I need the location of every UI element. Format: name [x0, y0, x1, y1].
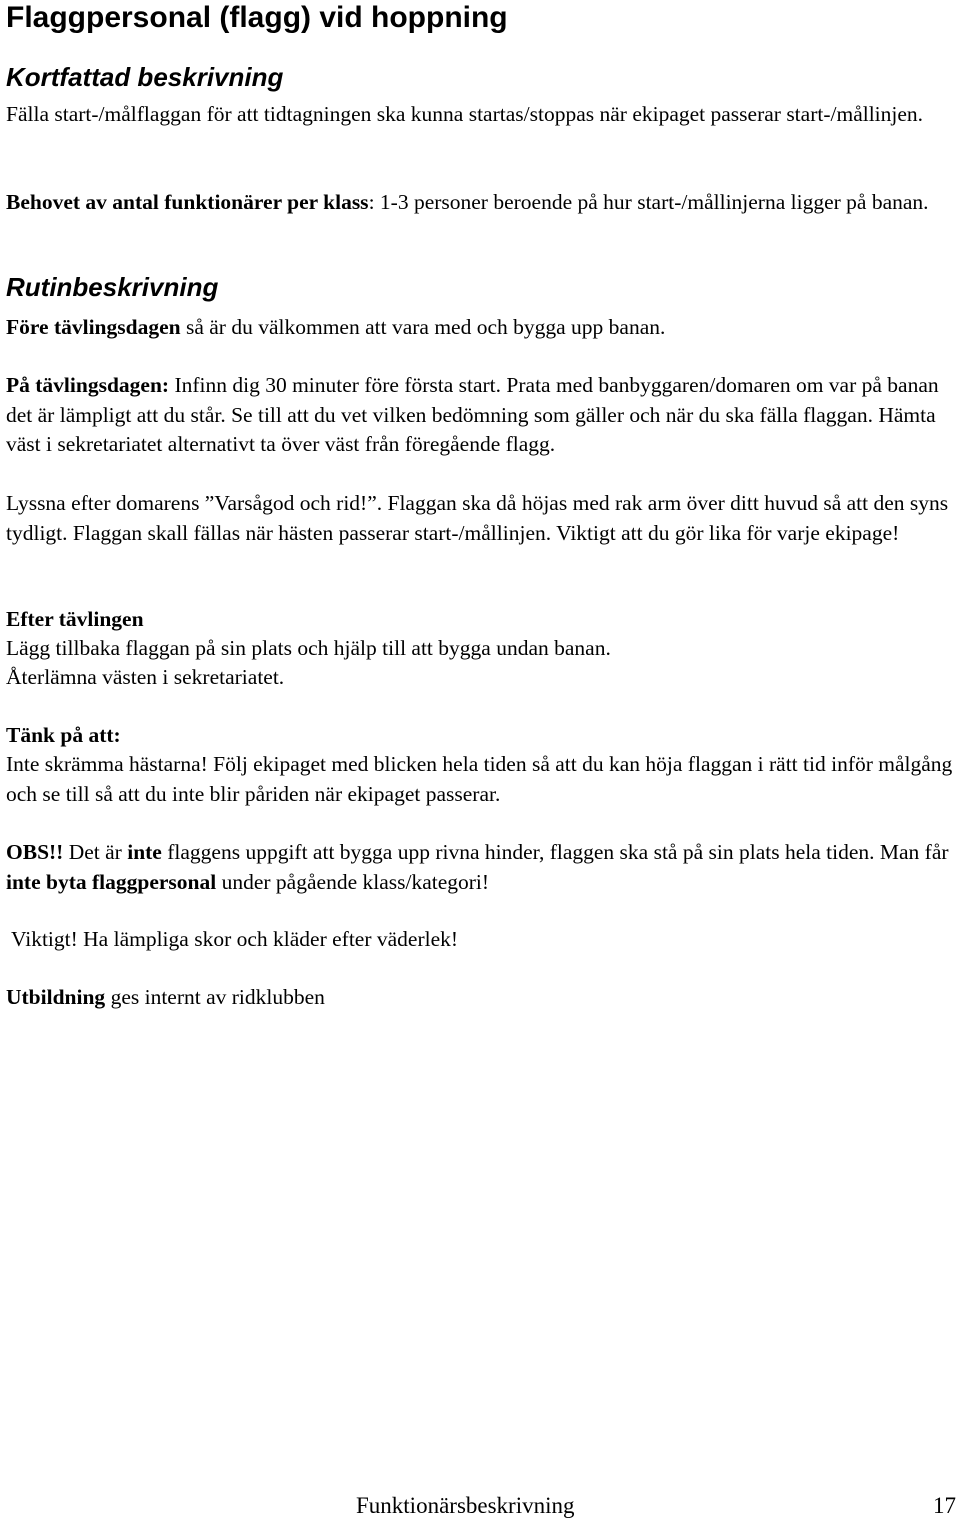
competition-day-label: På tävlingsdagen:: [6, 373, 170, 397]
before-day-paragraph: [6, 313, 956, 343]
important-note: Viktigt! Ha lämpliga skor och kläder efter väderlek!: [6, 927, 459, 951]
footer-title: Funktionärsbeskrivning: [356, 1493, 575, 1518]
competition-day-paragraph: [6, 371, 956, 460]
need-paragraph: [6, 188, 956, 218]
education-label: Utbildning: [6, 985, 106, 1009]
need-text: : 1-3 personer beroende på hur start-/mållinjerna ligger på banan.: [368, 190, 929, 214]
obs-bold-1: inte: [127, 840, 162, 864]
obs-text-3: under pågående klass/kategori!: [216, 869, 490, 894]
after-line-2: Återlämna västen i sekretariatet.: [6, 665, 285, 689]
heading-short-description: Kortfattad beskrivning: [6, 62, 284, 92]
education-text: ges internt av ridklubben: [105, 985, 325, 1009]
think-heading: [6, 721, 956, 751]
before-day-text: så är du välkommen att vara med och bygga upp banan.: [180, 315, 666, 339]
page-title: Flaggpersonal (flagg) vid hoppning: [6, 1, 508, 34]
think-text: Inte skrämma hästarna! Följ ekipaget med blicken hela tiden så att du kan höja flaggan i rätt tid inför målgång och se till så att du inte blir påriden när ekipaget passerar.: [6, 752, 953, 806]
listen-paragraph: Lyssna efter domarens ”Varsågod och rid!”. Flaggan ska då höjas med rak arm över ditt huvud så att den syns tydligt. Flaggan skall fällas när hästen passerar start-/mållinjen. Viktigt att du gör lika för varje ekipage!: [6, 491, 949, 545]
think-heading-label: Tänk på att:: [6, 723, 121, 747]
heading-routine: Rutinbeskrivning: [6, 272, 219, 302]
after-line-1: Lägg tillbaka flaggan på sin plats och hjälp till att bygga undan banan.: [6, 636, 611, 660]
after-heading-label: Efter tävlingen: [6, 607, 144, 631]
need-label: Behovet av antal funktionärer per klass: [6, 190, 369, 214]
obs-label: OBS!!: [6, 840, 64, 864]
after-competition-heading: [6, 605, 956, 635]
obs-text-2: flaggens uppgift att bygga upp rivna hinder, flaggen ska stå på sin plats hela tiden. Man får: [161, 840, 949, 864]
before-day-label: Före tävlingsdagen: [6, 315, 181, 339]
obs-paragraph: [6, 838, 956, 897]
short-description-text: Fälla start-/målflaggan för att tidtagningen ska kunna startas/stoppas när ekipaget passerar start-/mållinjen.: [6, 102, 924, 126]
obs-bold-2: inte byta flaggpersonal: [6, 869, 217, 894]
competition-day-text: Infinn dig 30 minuter före första start. Prata med banbyggaren/domaren om var på banan det är lämpligt att du står. Se till att du vet vilken bedömning som gäller och när du ska fälla flaggan. Hämta väst i sekretariatet alternativt ta över väst från föregående flagg.: [6, 373, 939, 456]
education-paragraph: [6, 983, 956, 1013]
page-number: 17: [933, 1493, 956, 1518]
obs-text-1: Det är: [63, 840, 128, 864]
